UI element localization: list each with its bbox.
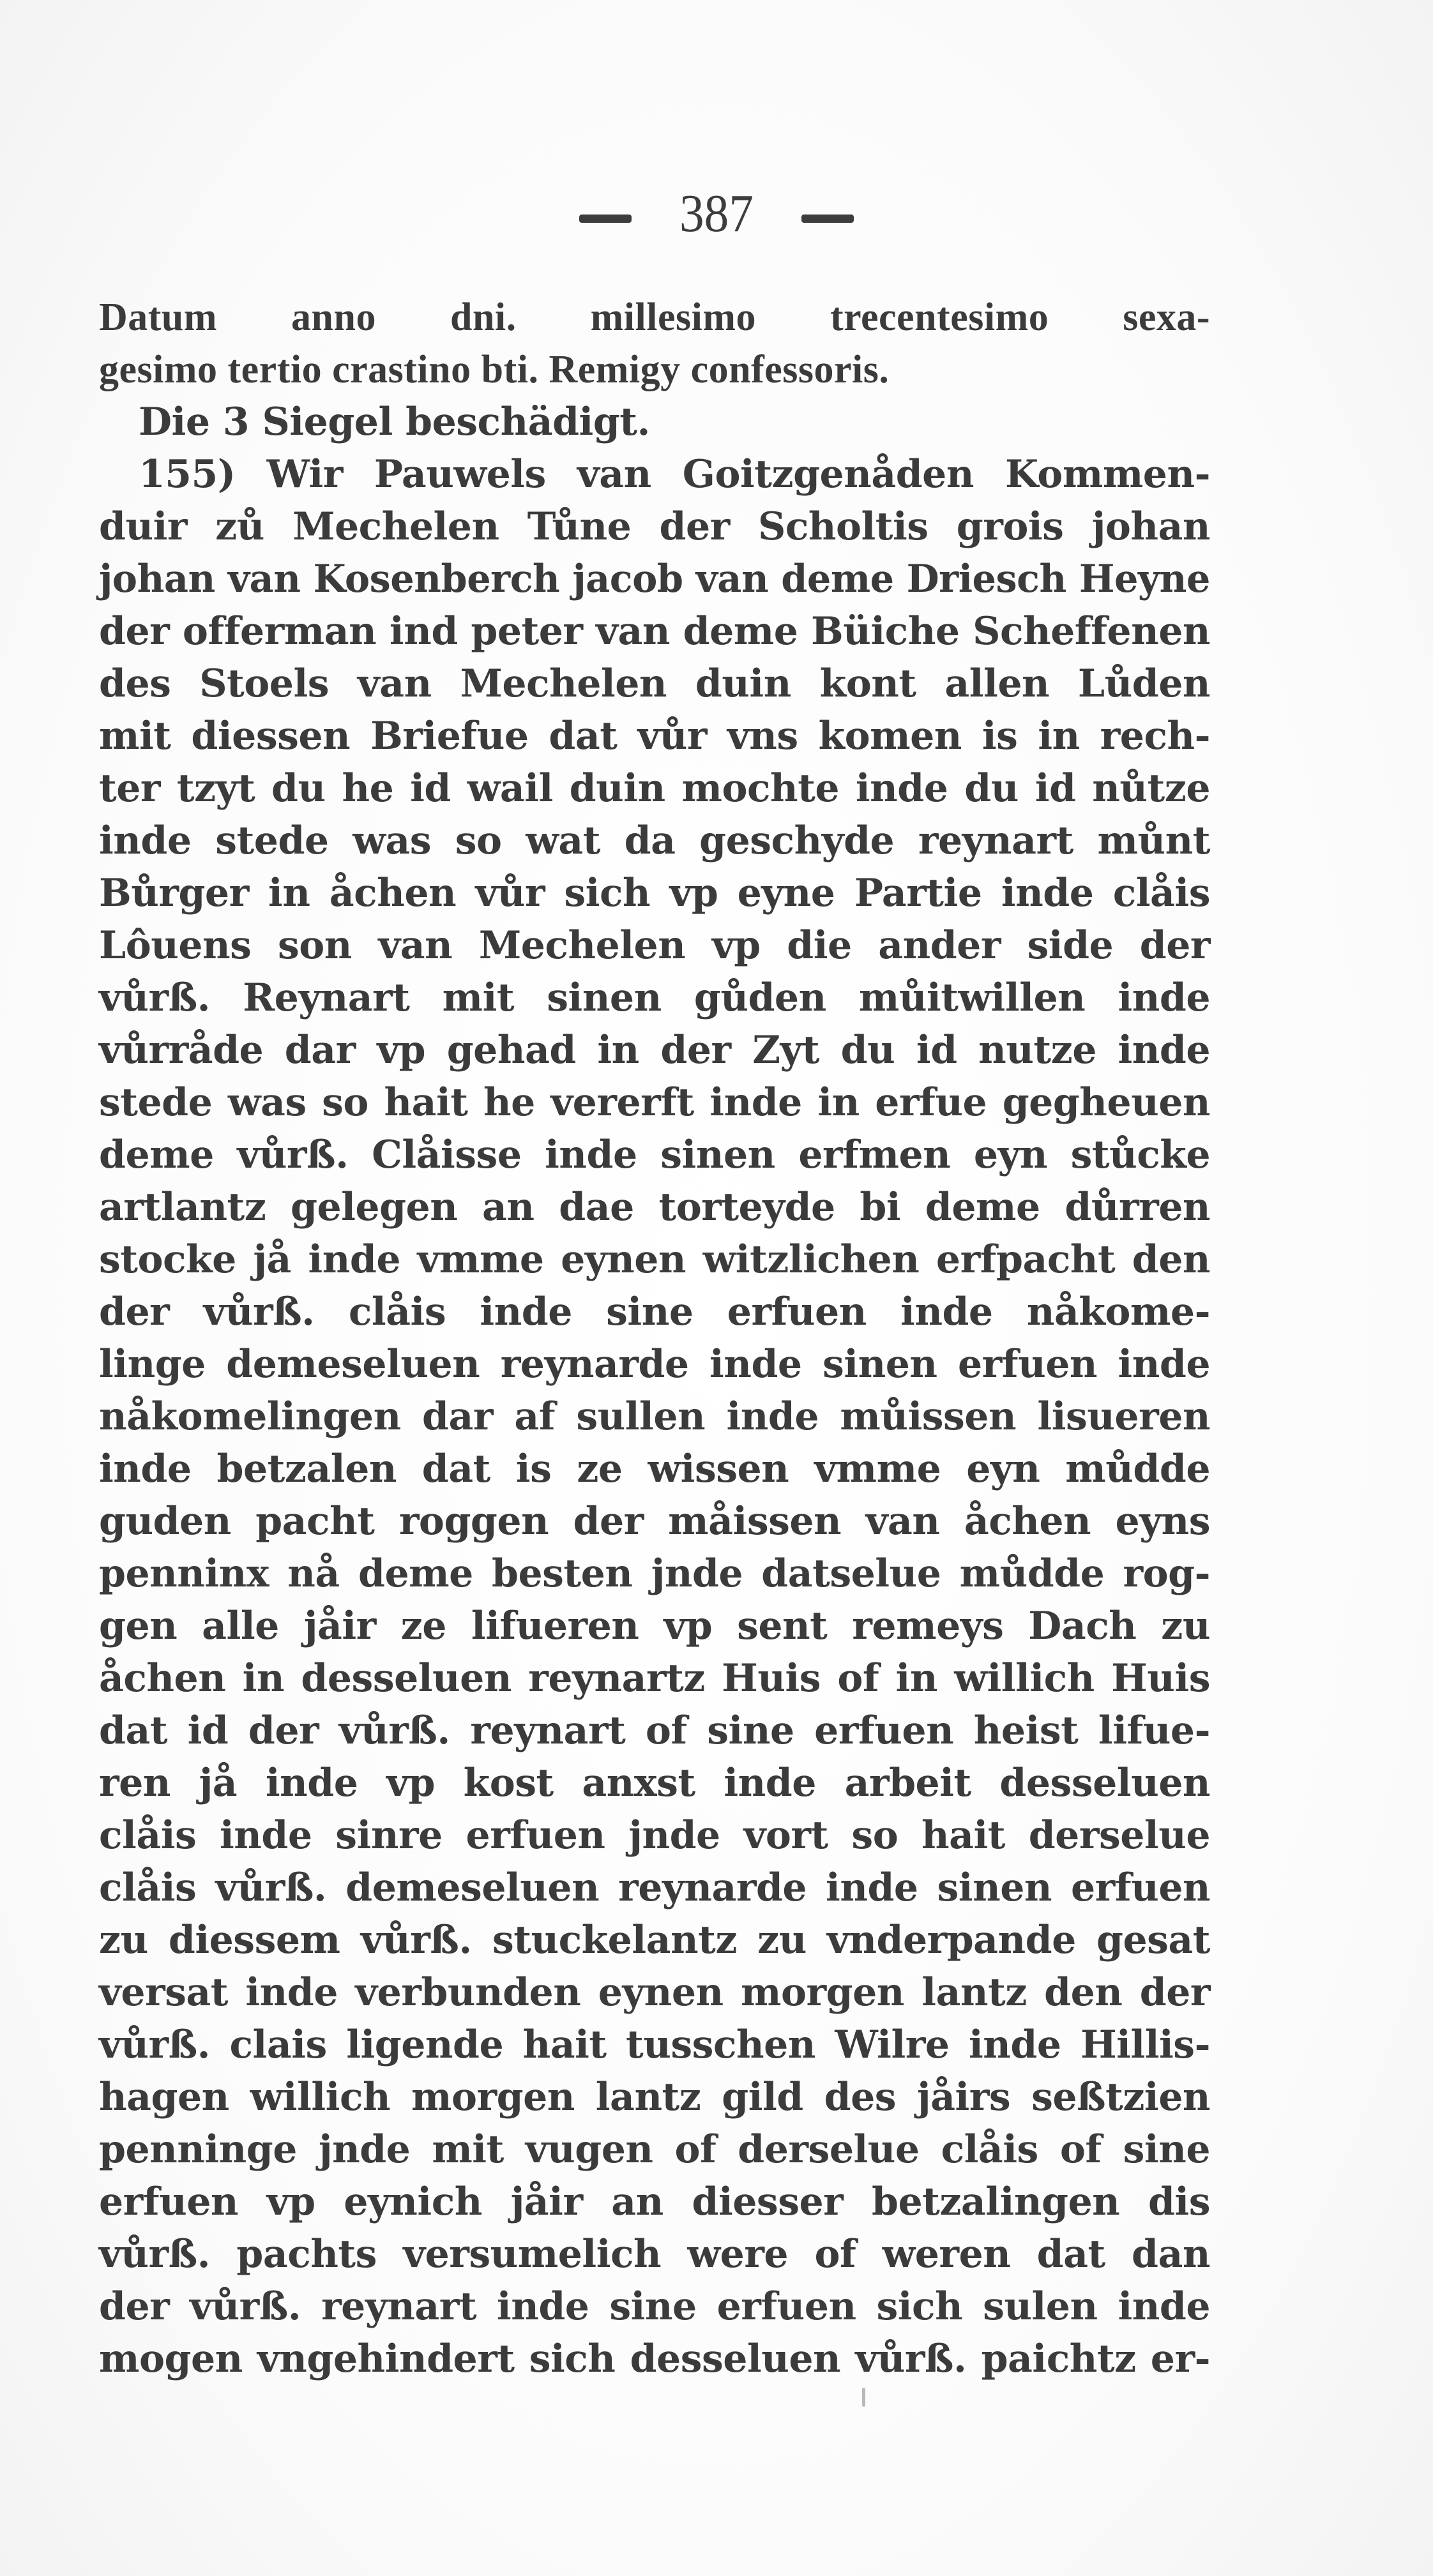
text-line: penninge jnde mit vugen of derselue clåis of sine xyxy=(99,2127,1210,2172)
text-line: mogen vngehindert sich desseluen vůrß. paichtz er- xyxy=(99,2337,1210,2381)
text-line: åchen in desseluen reynartz Huis of in willich Huis xyxy=(99,1656,1210,1701)
text-line: Datum anno dni. millesimo trecentesimo sexa- xyxy=(99,296,1210,339)
text-line: gen alle jåir ze lifueren vp sent remeys Dach zu xyxy=(99,1604,1210,1648)
text-line: vůrß. pachts versumelich were of weren dat dan xyxy=(99,2232,1210,2277)
document-number-line: 155) Wir Pauwels van Goitzgenåden Kommen- xyxy=(139,452,1210,497)
text-line: johan van Kosenberch jacob van deme Driesch Heyne xyxy=(99,557,1210,601)
text-line: dat id der vůrß. reynart of sine erfuen heist lifue- xyxy=(99,1708,1210,1753)
header-dash-left xyxy=(579,215,632,223)
text-line: erfuen vp eynich jåir an diesser betzalingen dis xyxy=(99,2180,1210,2224)
body-text xyxy=(99,291,1210,2385)
text-line: artlantz gelegen an dae torteyde bi deme důrren xyxy=(99,1185,1210,1230)
header-dash-right xyxy=(801,215,854,223)
text-line: zu diessem vůrß. stuckelantz zu vnderpande gesat xyxy=(99,1918,1210,1962)
text-line: stocke jå inde vmme eynen witzlichen erfpacht den xyxy=(99,1237,1210,1282)
text-line: versat inde verbunden eynen morgen lantz den der xyxy=(99,1970,1210,2015)
text-line: hagen willich morgen lantz gild des jåirs seßtzien xyxy=(99,2075,1210,2120)
text-line: inde stede was so wat da geschyde reynart můnt xyxy=(99,818,1210,863)
text-line: guden pacht roggen der måissen van åchen eyns xyxy=(99,1499,1210,1544)
text-line: ter tzyt du he id wail duin mochte inde du id nůtze xyxy=(99,766,1210,811)
text-line: vůrß. Reynart mit sinen gůden můitwillen inde xyxy=(99,975,1210,1020)
paper-blemish xyxy=(862,2388,865,2407)
text-line: ren jå inde vp kost anxst inde arbeit desseluen xyxy=(99,1761,1210,1805)
text-line: vůrråde dar vp gehad in der Zyt du id nutze inde xyxy=(99,1028,1210,1073)
text-line: linge demeseluen reynarde inde sinen erfuen inde xyxy=(99,1342,1210,1387)
text-line: des Stoels van Mechelen duin kont allen Lůden xyxy=(99,661,1210,706)
text-line: Lôuens son van Mechelen vp die ander side der xyxy=(99,923,1210,968)
text-line: Bůrger in åchen vůr sich vp eyne Partie inde clåis xyxy=(99,871,1210,915)
text-line: deme vůrß. Clåisse inde sinen erfmen eyn stůcke xyxy=(99,1133,1210,1177)
text-line: mit diessen Briefue dat vůr vns komen is in rech- xyxy=(99,714,1210,758)
text-line: inde betzalen dat is ze wissen vmme eyn můdde xyxy=(99,1447,1210,1491)
text-line: Die 3 Siegel beschädigt. xyxy=(139,400,650,444)
text-line: penninx nå deme besten jnde datselue můdde rog- xyxy=(99,1551,1210,1596)
text-line: vůrß. clais ligende hait tusschen Wilre inde Hillis- xyxy=(99,2022,1210,2067)
text-line: stede was so hait he vererft inde in erfue gegheuen xyxy=(99,1080,1210,1125)
page-number: 387 xyxy=(679,184,754,243)
text-line: gesimo tertio crastino bti. Remigy confessoris. xyxy=(99,348,890,391)
text-line: der vůrß. reynart inde sine erfuen sich sulen inde xyxy=(99,2284,1210,2329)
text-line: clåis vůrß. demeseluen reynarde inde sinen erfuen xyxy=(99,1865,1210,1910)
text-line: nåkomelingen dar af sullen inde můissen lisueren xyxy=(99,1394,1210,1439)
text-line: der vůrß. clåis inde sine erfuen inde nåkome- xyxy=(99,1290,1210,1334)
text-line: duir zů Mechelen Tůne der Scholtis grois johan xyxy=(99,504,1210,549)
text-line: clåis inde sinre erfuen jnde vort so hait derselue xyxy=(99,1813,1210,1858)
text-line: der offerman ind peter van deme Büiche Scheffenen xyxy=(99,609,1210,654)
page-header xyxy=(0,182,1433,246)
